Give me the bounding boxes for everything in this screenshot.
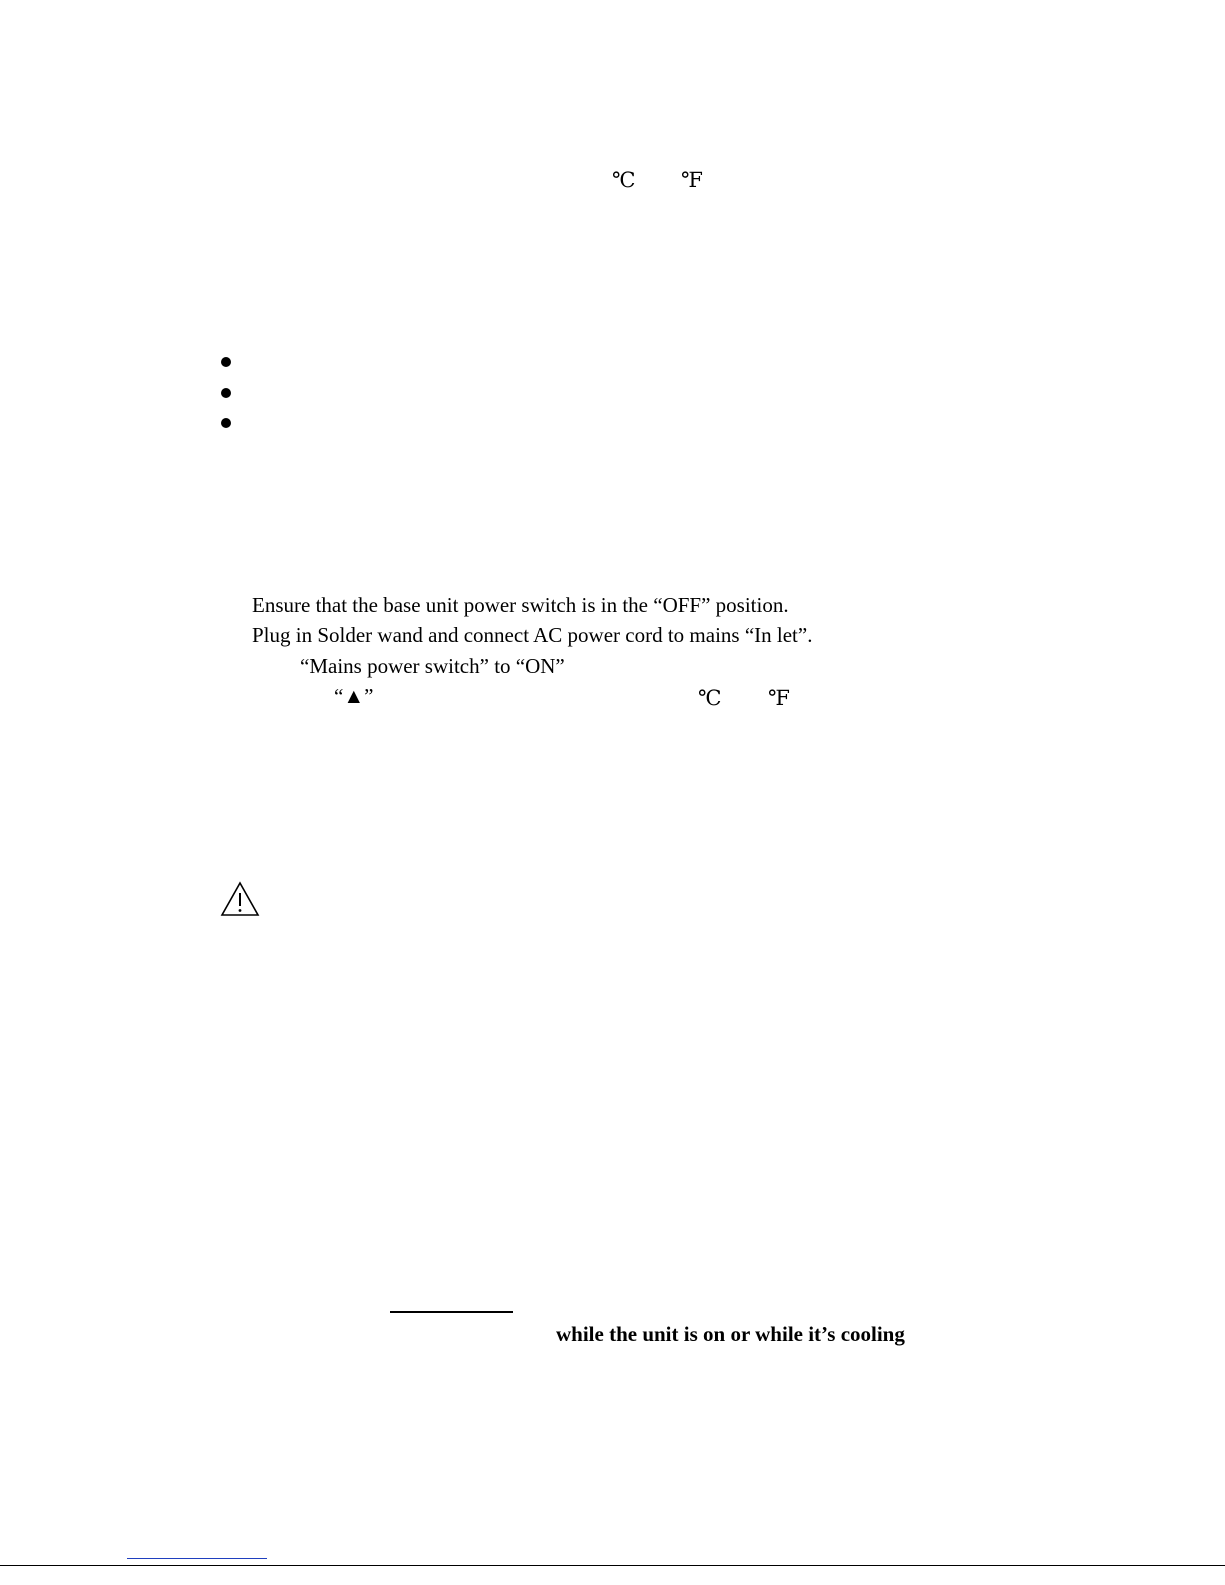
underline-rule — [390, 1311, 513, 1313]
step-up-arrow-key: “▲” — [334, 684, 374, 708]
fahrenheit-unit-step: ℉ — [768, 686, 790, 710]
bullet-marker — [221, 357, 231, 367]
fahrenheit-unit-top: ℉ — [681, 168, 703, 192]
footer-link-underline[interactable] — [127, 1558, 267, 1559]
bullet-marker — [221, 388, 231, 398]
page-bottom-rule — [0, 1565, 1225, 1566]
step-plug-in-wand: Plug in Solder wand and connect AC power cord to mains “In let”. — [252, 623, 813, 647]
step-ensure-switch-off: Ensure that the base unit power switch is in the “OFF” position. — [252, 593, 789, 617]
celsius-unit-step: ℃ — [698, 686, 722, 710]
bold-warning-note: while the unit is on or while it’s cooling — [556, 1322, 905, 1346]
bullet-marker — [221, 418, 231, 428]
warning-triangle-icon — [220, 881, 260, 917]
celsius-unit-top: ℃ — [612, 168, 636, 192]
step-mains-switch-on: “Mains power switch” to “ON” — [300, 654, 565, 678]
